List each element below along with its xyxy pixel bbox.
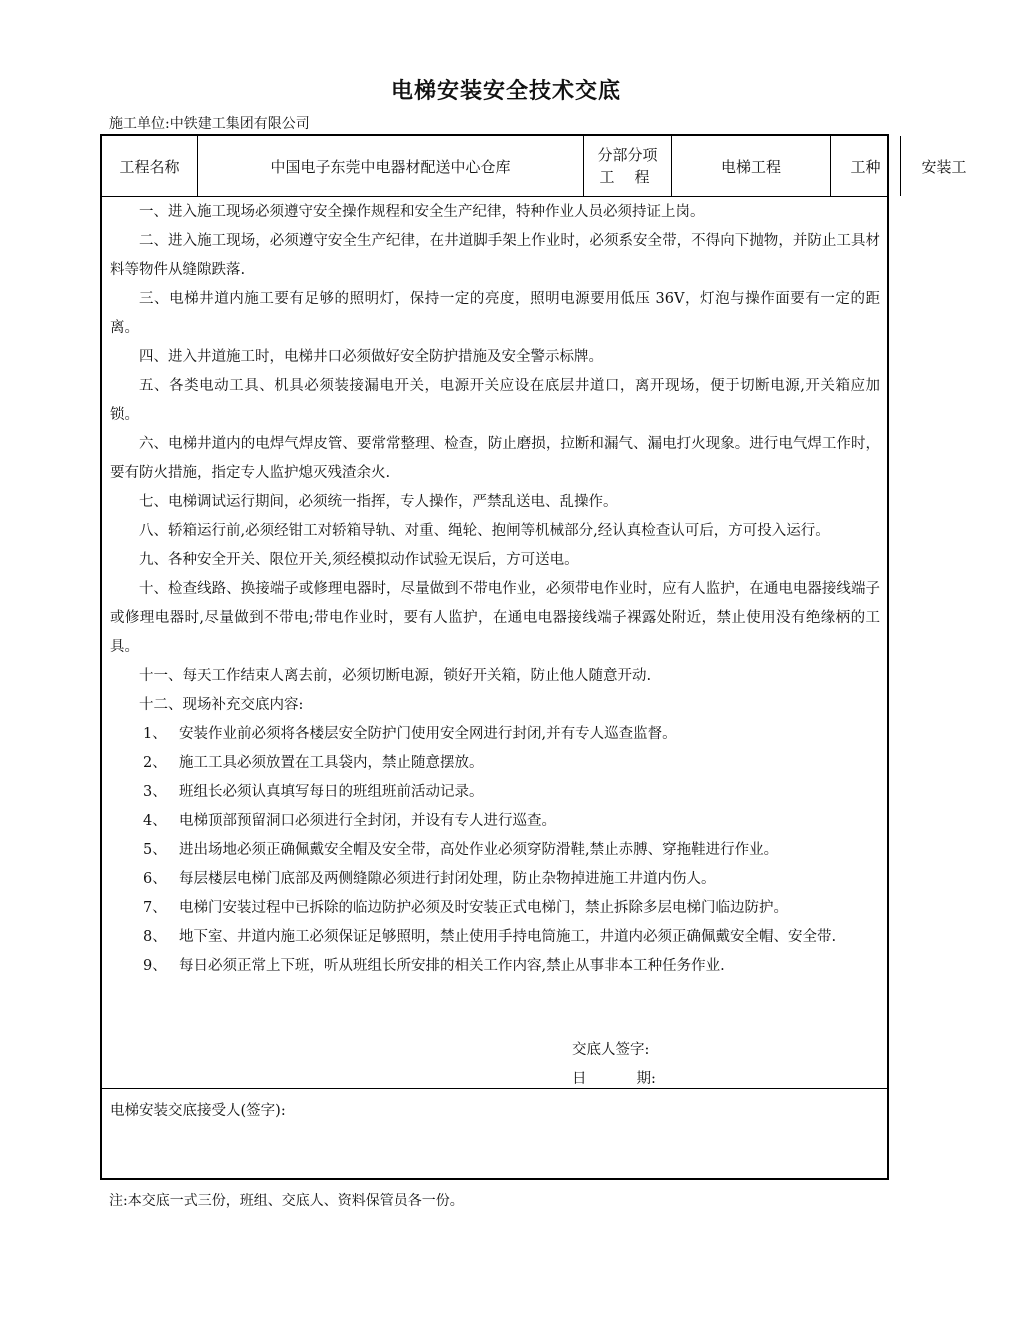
sub-item: 4、 电梯顶部预留洞口必须进行全封闭，并设有专人进行巡查。: [143, 813, 556, 829]
item-8: 八、轿箱运行前,必须经钳工对轿箱导轨、对重、绳轮、抱闸等机械部分,经认真检查认可后，方可投入运行。: [139, 523, 830, 539]
item-7: 七、电梯调试运行期间，必须统一指挥，专人操作，严禁乱送电、乱操作。: [139, 494, 618, 510]
sub-item: 6、 每层楼层电梯门底部及两侧缝隙必须进行封闭处理，防止杂物掉进施工井道内伤人。: [143, 871, 716, 887]
sub-item: 1、 安装作业前必须将各楼层安全防护门使用安全网进行封闭,并有专人巡查监督。: [143, 726, 677, 742]
project-name-label: 工程名称: [119, 157, 180, 176]
project-name-value: 中国电子东莞中电器材配送中心仓库: [197, 136, 583, 196]
receiver-signature-label: 电梯安装交底接受人(签字):: [110, 1103, 286, 1119]
sub-item: 2、 施工工具必须放置在工具袋内，禁止随意摆放。: [143, 755, 484, 771]
construction-unit: 施工单位:中铁建工集团有限公司: [109, 116, 310, 132]
item-12: 十二、现场补充交底内容:: [139, 697, 304, 713]
sub-project-value: 电梯工程: [671, 136, 830, 196]
disclosure-table: [100, 134, 967, 1180]
item-4: 四、进入井道施工时，电梯井口必须做好安全防护措施及安全警示标牌。: [139, 349, 603, 365]
item-1: 一、进入施工现场必须遵守安全操作规程和安全生产纪律，特种作业人员必须持证上岗。: [139, 204, 705, 220]
sub-item: 8、 地下室、井道内施工必须保证足够照明，禁止使用手持电筒施工，井道内必须正确佩戴安全帽、安全带.: [143, 929, 837, 945]
item-11: 十一、每天工作结束人离去前，必须切断电源，锁好开关箱，防止他人随意开动.: [139, 668, 652, 684]
item-6: 六、电梯井道内的电焊气焊皮管、要常常整理、检查，防止磨损，拉断和漏气、漏电打火现象。进行电气焊工作时，要有防火措施，指定专人监护熄灭残渣余火.: [110, 436, 880, 481]
footnote: 注:本交底一式三份，班组、交底人、资料保管员各一份。: [109, 1193, 464, 1209]
trade-label: 工种: [830, 136, 900, 196]
receiver-row: [102, 1088, 887, 1179]
disclosure-content: [110, 198, 880, 981]
header-row: [102, 136, 967, 197]
trade-value: 安装工: [900, 136, 987, 196]
sub-project-label-line2: 工程: [599, 168, 670, 186]
sub-item: 5、 进出场地必须正确佩戴安全帽及安全带，高处作业必须穿防滑鞋,禁止赤膊、穿拖鞋进行作业。: [143, 842, 779, 858]
date-label: 日 期:: [572, 1071, 656, 1087]
item-5: 五、各类电动工具、机具必须装接漏电开关，电源开关应设在底层井道口，离开现场，便于切断电源,开关箱应加锁。: [110, 378, 880, 423]
sub-item: 7、 电梯门安装过程中已拆除的临边防护必须及时安装正式电梯门，禁止拆除多层电梯门临边防护。: [143, 900, 788, 916]
discloser-signature-label: 交底人签字:: [572, 1042, 650, 1058]
item-10: 十、检查线路、换接端子或修理电器时，尽量做到不带电作业，必须带电作业时，应有人监护，在通电电器接线端子或修理电器时,尽量做到不带电;带电作业时，要有人监护，在通电电器接线端子裸露处附近，禁止使用没有绝缘柄的工具。: [110, 581, 880, 655]
sub-item: 3、 班组长必须认真填写每日的班组班前活动记录。: [143, 784, 484, 800]
sub-project-label: [583, 136, 671, 196]
item-2: 二、进入施工现场，必须遵守安全生产纪律，在井道脚手架上作业时，必须系安全带，不得向下抛物，并防止工具材料等物件从缝隙跌落.: [110, 233, 880, 278]
item-9: 九、各种安全开关、限位开关,须经模拟动作试验无误后，方可送电。: [139, 552, 579, 568]
sub-item: 9、 每日必须正常上下班，听从班组长所安排的相关工作内容,禁止从事非本工种任务作业.: [143, 958, 725, 974]
signature-block: [572, 1036, 656, 1094]
sub-project-label-line1: 分部分项: [597, 146, 658, 164]
page-title: 电梯安装安全技术交底: [390, 79, 621, 104]
item-3: 三、电梯井道内施工要有足够的照明灯，保持一定的亮度，照明电源要用低压 36V，灯泡与操作面要有一定的距离。: [110, 291, 880, 336]
